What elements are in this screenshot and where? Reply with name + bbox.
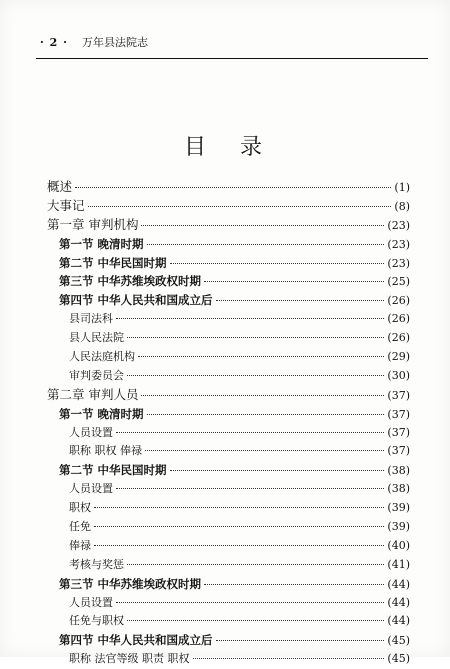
toc-entry-label: 概述 (47, 179, 73, 194)
toc-entry-page: (44) (387, 614, 410, 628)
dot-leader (147, 403, 385, 415)
toc-entry-page: (26) (387, 312, 410, 326)
toc-entry-label: 俸禄 (69, 538, 91, 552)
toc-entry-page: (1) (394, 181, 410, 194)
dot-leader (170, 459, 385, 471)
toc-entry-label: 第三节 中华苏维埃政权时期 (59, 576, 202, 591)
toc-entry-label: 人员设置 (69, 482, 113, 496)
toc-entry-label: 第四节 中华人民共和国成立后 (59, 293, 213, 308)
dot-leader (116, 591, 384, 603)
toc-entry-label: 第二节 中华民国时期 (59, 463, 167, 478)
toc-entry-page: (23) (387, 237, 410, 251)
toc-entry-label: 任免 (69, 520, 91, 534)
toc-entry-page: (37) (387, 407, 410, 421)
dot-leader (127, 553, 384, 565)
toc-entry-label: 考核与奖惩 (69, 557, 124, 571)
toc-entry-label: 第一章 审判机构 (47, 216, 139, 232)
toc-entry-page: (23) (387, 218, 410, 232)
dot-leader (127, 364, 384, 376)
toc-entry-page: (39) (387, 501, 410, 515)
table-of-contents (47, 178, 410, 669)
toc-entry-page: (25) (387, 275, 410, 289)
toc-entry-page: (45) (387, 634, 410, 648)
dot-leader (141, 214, 384, 226)
dot-leader (116, 477, 384, 489)
header-rule (36, 58, 428, 59)
toc-entry-label: 县司法科 (69, 312, 113, 326)
dot-leader (88, 195, 392, 207)
toc-entry-label: 大事记 (47, 197, 85, 213)
toc-entry-page: (30) (387, 368, 410, 382)
dot-leader (127, 609, 384, 621)
toc-entry-page: (37) (387, 388, 410, 402)
toc-entry (47, 650, 410, 669)
toc-entry-label: 职称 法官等级 职责 职权 (69, 652, 190, 666)
toc-entry-page: (8) (394, 199, 410, 213)
toc-entry-page: (41) (387, 557, 410, 571)
dot-leader (147, 233, 385, 245)
toc-entry-page: (45) (387, 652, 410, 666)
dot-leader (94, 534, 384, 546)
toc-entry-page: (29) (387, 350, 410, 364)
dot-leader (75, 176, 391, 188)
toc-entry-label: 职称 职权 俸禄 (69, 444, 142, 458)
toc-entry-label: 第四节 中华人民共和国成立后 (59, 633, 213, 648)
toc-entry-page: (26) (387, 294, 410, 308)
toc-entry-page: (23) (387, 256, 410, 270)
dot-leader (138, 345, 384, 357)
toc-entry-label: 第三节 中华苏维埃政权时期 (59, 274, 202, 289)
book-title: 万年县法院志 (81, 36, 148, 49)
toc-entry-label: 第二节 中华民国时期 (59, 255, 167, 270)
toc-entry-page: (38) (387, 464, 410, 478)
dot-leader (145, 439, 384, 451)
dot-leader (216, 629, 385, 641)
page-title: 目录 (183, 135, 296, 160)
toc-entry-page: (26) (387, 331, 410, 345)
toc-entry-page: (37) (387, 444, 410, 458)
toc-entry-label: 审判委员会 (69, 368, 124, 382)
toc-entry-page: (44) (387, 595, 410, 609)
toc-entry-label: 第一节 晚清时期 (59, 236, 144, 251)
toc-entry-page: (37) (387, 425, 410, 439)
toc-entry-label: 人民法庭机构 (69, 350, 135, 364)
dot-leader (170, 252, 385, 264)
dot-leader (193, 647, 385, 659)
dot-leader (116, 307, 384, 319)
toc-entry-label: 第二章 审判人员 (47, 386, 139, 402)
dot-leader (127, 326, 384, 338)
dot-leader (94, 515, 384, 527)
dot-leader (204, 270, 384, 282)
toc-entry-label: 人员设置 (69, 425, 113, 439)
dot-leader (116, 421, 384, 433)
toc-entry-page: (39) (387, 520, 410, 534)
page-number: · 2 · (40, 35, 68, 49)
toc-entry-label: 任免与职权 (69, 614, 124, 628)
toc-entry-page: (44) (387, 577, 410, 591)
toc-entry-label: 县人民法院 (69, 331, 124, 345)
running-head (40, 34, 420, 50)
toc-entry-page: (38) (387, 482, 410, 496)
toc-entry-label: 职权 (69, 501, 91, 515)
dot-leader (141, 384, 384, 396)
toc-entry-label: 人员设置 (69, 595, 113, 609)
dot-leader (204, 573, 384, 585)
toc-entry-page: (40) (387, 538, 410, 552)
dot-leader (216, 289, 385, 301)
dot-leader (94, 496, 384, 508)
toc-entry-label: 第一节 晚清时期 (59, 406, 144, 421)
